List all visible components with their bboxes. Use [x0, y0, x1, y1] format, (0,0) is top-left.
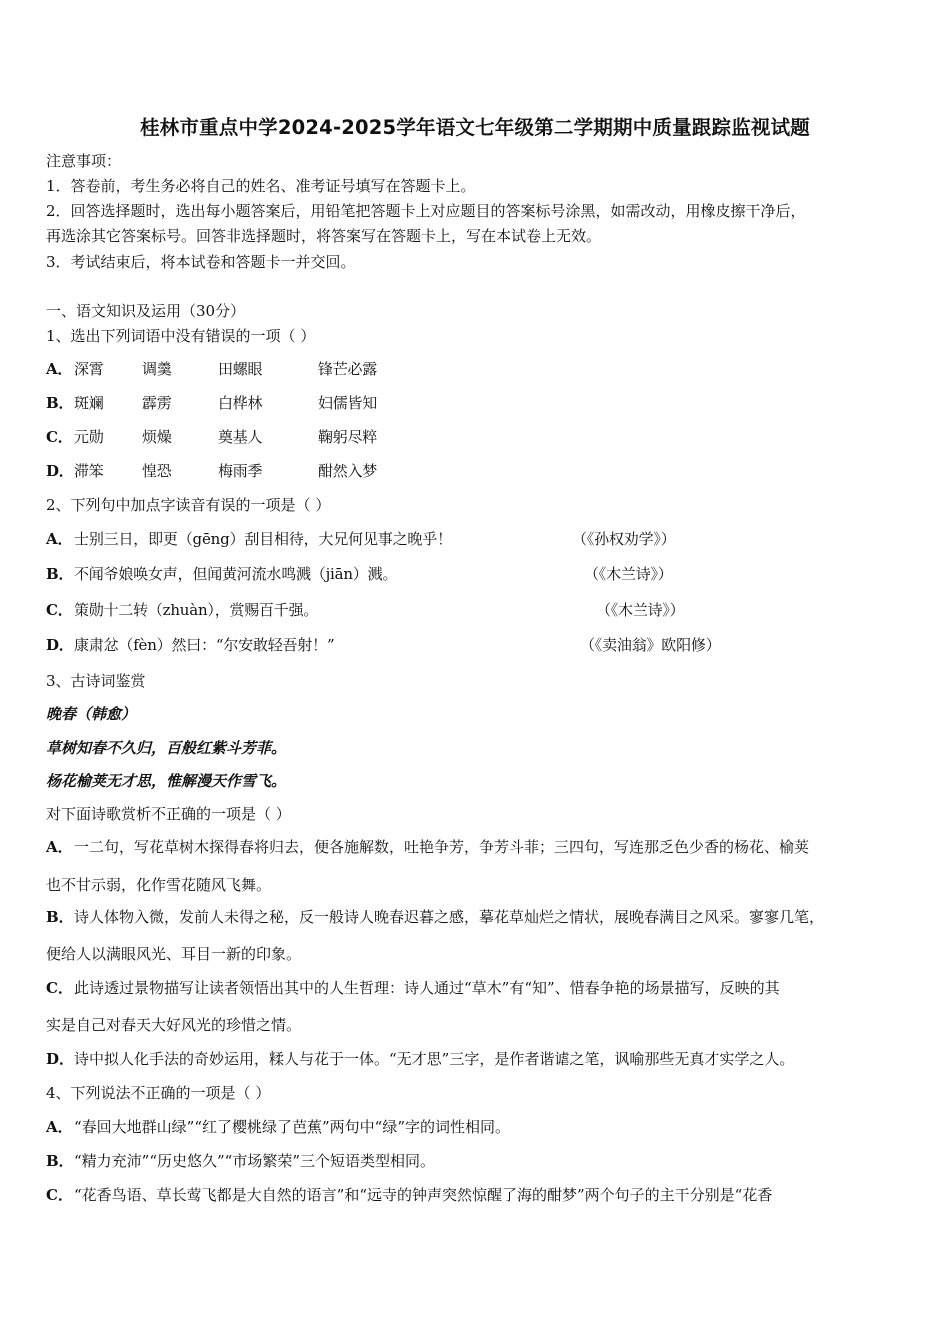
option-line: [46, 907, 824, 927]
word: 锋芒必露: [318, 360, 378, 378]
option-line-cont: 实是自己对春天大好风光的珍惜之情。: [46, 1016, 302, 1034]
option-label: C．: [46, 601, 73, 619]
notes-heading: 注意事项：: [46, 152, 122, 170]
option-row: [46, 359, 906, 379]
option-source: （《卖油翁》欧阳修）: [580, 636, 721, 654]
option-row: [46, 635, 906, 655]
option-line: [46, 1117, 510, 1137]
option-source: （《木兰诗》）: [584, 565, 673, 583]
option-line: [46, 1049, 794, 1069]
option-line: [46, 978, 780, 998]
word: 深霄: [74, 360, 104, 378]
option-text: 士别三日，即更（gēng）刮目相待，大兄何见事之晚乎！: [74, 530, 452, 548]
option-row: [46, 461, 906, 481]
option-label: A．: [46, 360, 73, 378]
word: 调羹: [142, 360, 172, 378]
page-title: 桂林市重点中学2024-2025学年语文七年级第二学期期中质量跟踪监视试题: [139, 116, 811, 139]
option-line-cont: 也不甘示弱，化作雪花随风飞舞。: [46, 876, 272, 894]
option-text: “春回大地群山绿”“红了樱桃绿了芭蕉”两句中“绿”字的词性相同。: [74, 1118, 511, 1136]
word: 妇儒皆知: [318, 394, 378, 412]
question-stem: 3、古诗词鉴赏: [46, 672, 146, 690]
word: 霹雳: [142, 394, 172, 412]
option-label: C．: [46, 979, 73, 997]
option-label: A．: [46, 838, 73, 856]
option-label: C．: [46, 428, 73, 446]
option-label: A．: [46, 530, 73, 548]
option-source: （《木兰诗》）: [596, 601, 685, 619]
word: 奠基人: [218, 428, 263, 446]
note-item: 2．回答选择题时，选出每小题答案后，用铅笔把答题卡上对应题目的答案标号涂黑，如需改动，用橡皮擦干净后，: [46, 202, 806, 220]
option-label: B．: [46, 394, 74, 412]
option-label: D．: [46, 462, 74, 480]
option-label: D．: [46, 1050, 75, 1068]
option-text: 一二句，写花草树木探得春将归去，便各施解数，吐艳争芳，争芳斗菲；三四句，写连那乏色少香的杨花、榆荚: [74, 838, 810, 856]
option-text: 康肃忿（fèn）然曰：“尔安敢轻吾射！”: [74, 636, 335, 654]
poem-title: 晚春（韩愈）: [46, 705, 137, 723]
poem-line: 草树知春不久归，百般红紫斗芳菲。: [46, 739, 287, 757]
option-text: 诗人体物入微，发前人未得之秘，反一般诗人晚春迟暮之感，摹花草灿烂之情状，展晚春满目之风采。寥寥几笔，: [74, 908, 825, 926]
question-stem: 4、下列说法不正确的一项是（ ）: [46, 1084, 271, 1102]
option-line: [46, 837, 809, 857]
option-text: 不闻爷娘唤女声，但闻黄河流水鸣溅（jiān）溅。: [74, 565, 398, 583]
option-label: A．: [46, 1118, 73, 1136]
word: 酣然入梦: [318, 462, 378, 480]
note-item: 再选涂其它答案标号。回答非选择题时，将答案写在答题卡上，写在本试卷上无效。: [46, 227, 602, 245]
word: 梅雨季: [218, 462, 263, 480]
option-label: B．: [46, 1152, 74, 1170]
note-item: 1．答卷前，考生务必将自己的姓名、准考证号填写在答题卡上。: [46, 177, 476, 195]
word: 烦燥: [142, 428, 172, 446]
option-text: “花香鸟语、草长莺飞都是大自然的语言”和“远寺的钟声突然惊醒了海的酣梦”两个句子的主干分别是“花香: [74, 1186, 773, 1204]
question-stem: 1、选出下列词语中没有错误的一项（ ）: [46, 327, 316, 345]
option-row: [46, 529, 906, 549]
option-label: D．: [46, 636, 74, 654]
option-source: （《孙权劝学》）: [572, 530, 676, 548]
option-text: “精力充沛”“历史悠久”“市场繁荣”三个短语类型相同。: [74, 1152, 436, 1170]
option-line: [46, 1151, 435, 1171]
option-text: 此诗透过景物描写让读者领悟出其中的人生哲理：诗人通过“草木”有“知”、惜春争艳的场景描写，反映的其: [74, 979, 780, 997]
option-label: B．: [46, 908, 74, 926]
word: 田螺眼: [218, 360, 263, 378]
option-row: [46, 393, 906, 413]
word: 滞笨: [74, 462, 104, 480]
option-line: [46, 1185, 772, 1205]
word: 白桦林: [218, 394, 263, 412]
option-label: B．: [46, 565, 74, 583]
word: 元勋: [74, 428, 104, 446]
option-line-cont: 便给人以满眼风光、耳目一新的印象。: [46, 945, 302, 963]
option-text: 诗中拟人化手法的奇妙运用，糅人与花于一体。“无才思”三字，是作者谐谑之笔，讽喻那些无真才实学之人。: [74, 1050, 795, 1068]
note-item: 3．考试结束后，将本试卷和答题卡一并交回。: [46, 253, 356, 271]
question-text: 对下面诗歌赏析不正确的一项是（ ）: [46, 805, 291, 823]
option-row: [46, 427, 906, 447]
option-text: 策勋十二转（zhuàn），赏赐百千强。: [74, 601, 319, 619]
option-label: C．: [46, 1186, 73, 1204]
option-row: [46, 600, 906, 620]
word: 鞠躬尽粹: [318, 428, 378, 446]
word: 惶恐: [142, 462, 172, 480]
word: 斑斓: [74, 394, 104, 412]
option-row: [46, 564, 906, 584]
section-heading: 一、语文知识及运用（30分）: [46, 302, 246, 320]
question-stem: 2、下列句中加点字读音有误的一项是（ ）: [46, 496, 331, 514]
poem-line: 杨花榆荚无才思，惟解漫天作雪飞。: [46, 772, 287, 790]
